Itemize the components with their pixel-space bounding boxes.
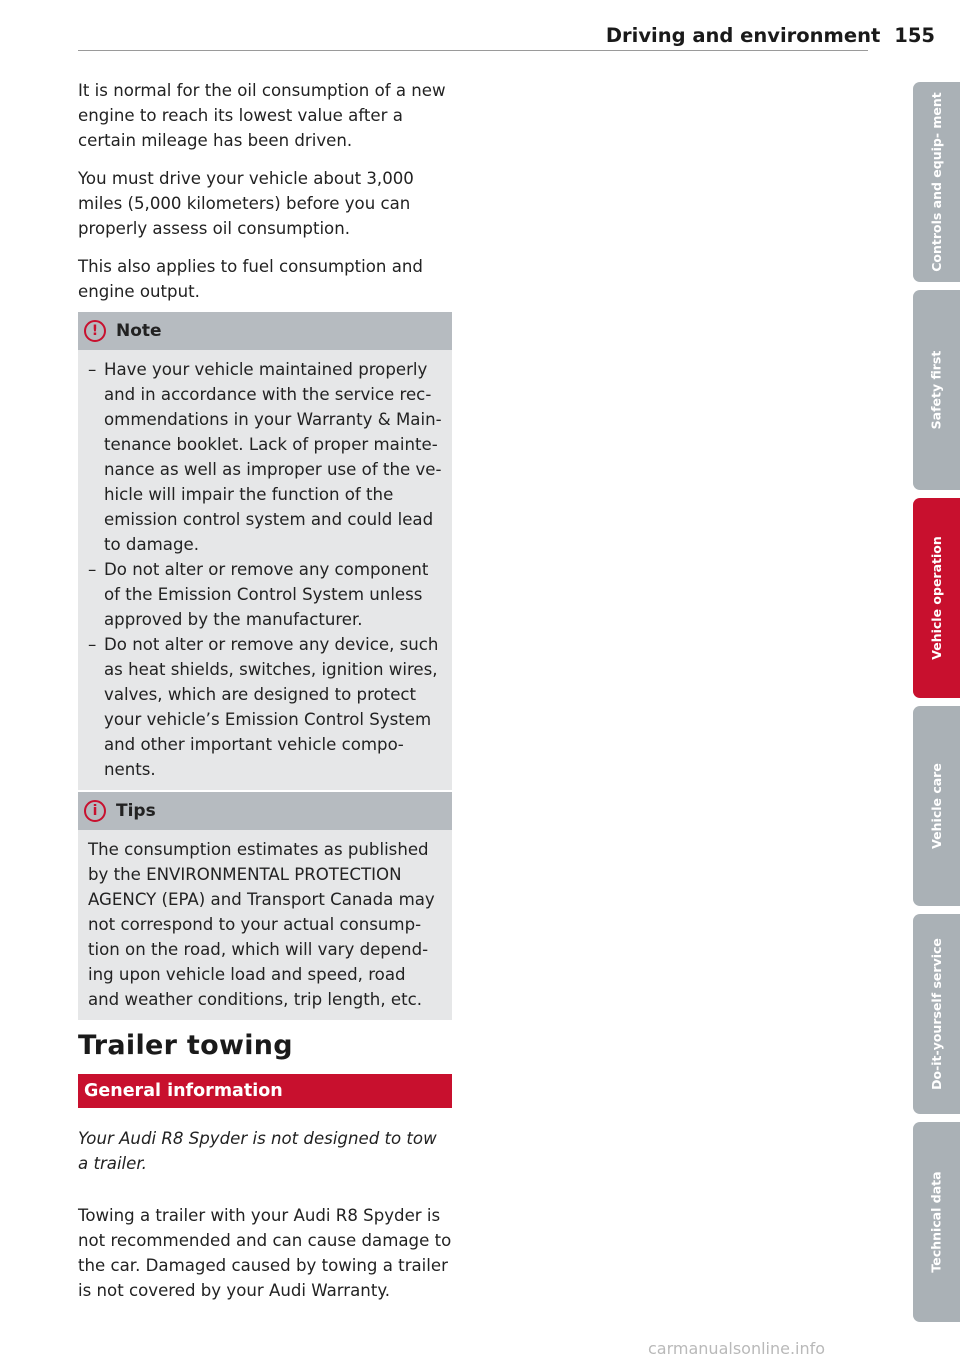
note-item: – Do not alter or remove any component of the Emission Control System unless approved by the manufacturer.	[88, 560, 429, 629]
tab-vehicle-care[interactable]: Vehicle care	[913, 706, 960, 906]
warning-icon: !	[84, 320, 106, 342]
intro-paragraph: It is normal for the oil consumption of a new engine to reach its lowest value after a certain mileage has been driven.	[78, 81, 446, 150]
section-lead-wrap	[78, 1126, 452, 1176]
note-item: – Do not alter or remove any device, such as heat shields, switches, ignition wires, valves, which are designed to protect your vehicle’s Emission Control System and other important vehicle components.	[88, 635, 439, 779]
section-title: Trailer towing	[78, 1030, 293, 1061]
intro-paragraph: This also applies to fuel consumption and engine output.	[78, 257, 423, 301]
intro-paragraph: You must drive your vehicle about 3,000 miles (5,000 kilometers) before you can properly assess oil consumption.	[78, 169, 414, 238]
tab-safety-first[interactable]: Safety first	[913, 290, 960, 490]
tab-do-it-yourself-service[interactable]: Do-it-yourself service	[913, 914, 960, 1114]
trailer-section	[78, 1030, 452, 1061]
note-item: – Have your vehicle maintained properly and in accordance with the service recommendations in your Warranty & Maintenance booklet. Lack of proper maintenance as well as improper use of the vehicle will impair the function of the emission control system and could lead to damage.	[88, 360, 442, 554]
header-divider	[78, 50, 868, 51]
tab-controls-and-equipment[interactable]: Controls and equip- ment	[913, 82, 960, 282]
section-lead: Your Audi R8 Spyder is not designed to tow a trailer.	[78, 1129, 437, 1173]
tips-header	[78, 792, 452, 830]
page-header	[480, 24, 935, 47]
tab-technical-data[interactable]: Technical data	[913, 1122, 960, 1322]
watermark: carmanualsonline.info	[648, 1339, 826, 1358]
section-body: Towing a trailer with your Audi R8 Spyder is not recommended and can cause damage to the car. Damaged caused by towing a trailer is not covered by your Audi Warranty.	[78, 1206, 452, 1300]
subsection-title: General information	[78, 1074, 452, 1108]
note-title: Note	[116, 321, 162, 341]
tab-vehicle-operation[interactable]: Vehicle operation	[913, 498, 960, 698]
subsection-banner	[78, 1074, 452, 1108]
chapter-title: Driving and environment	[605, 24, 881, 47]
tips-title: Tips	[116, 801, 156, 821]
section-body-wrap	[78, 1203, 452, 1316]
note-body	[78, 350, 452, 790]
page-number: 155	[894, 24, 935, 47]
intro-text	[78, 78, 452, 317]
info-icon: i	[84, 800, 106, 822]
note-box	[78, 312, 452, 790]
tips-box	[78, 792, 452, 1020]
tips-body: The consumption estimates as published by the ENVIRONMENTAL PROTECTION AGENCY (EPA) and Transport Canada may not correspond to your actual consumption on the road, which will vary depending upon vehicle load and speed, road and weather conditions, trip length, etc.	[78, 830, 452, 1020]
note-header	[78, 312, 452, 350]
